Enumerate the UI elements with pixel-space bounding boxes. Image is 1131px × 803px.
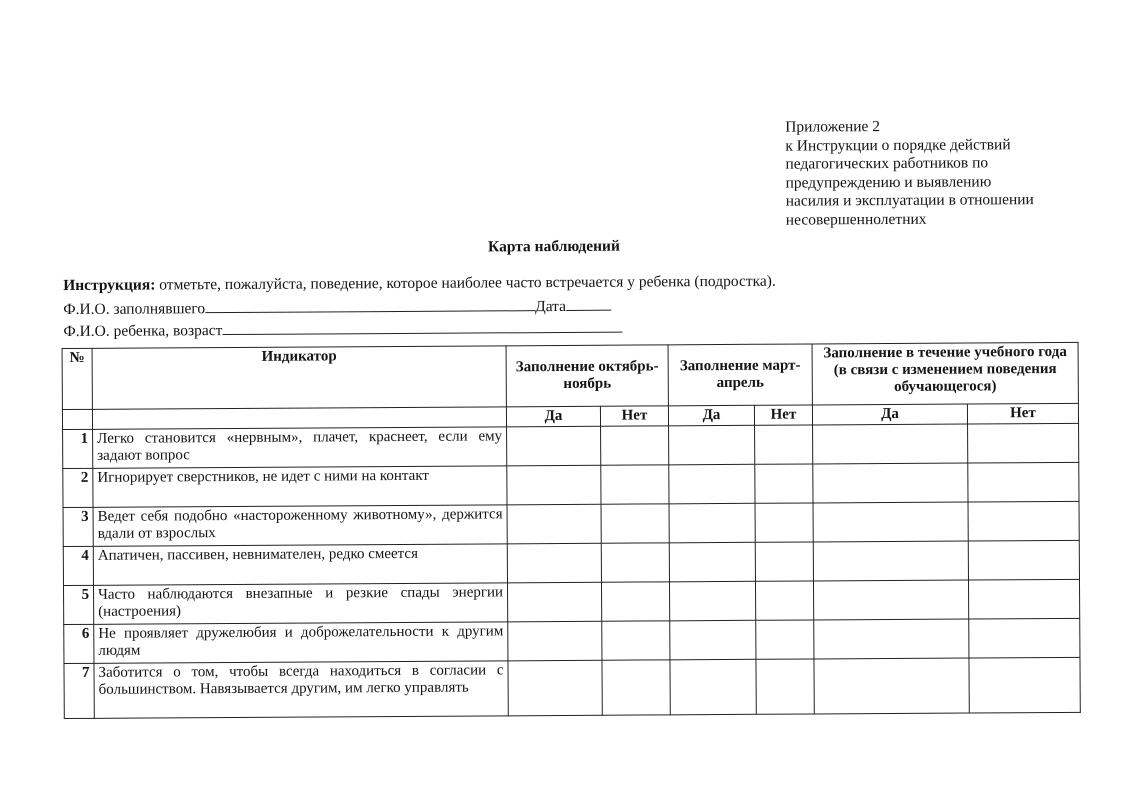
- cell-mar-apr-no[interactable]: [755, 464, 813, 503]
- header-period-mar-apr: Заполнение март- апрель: [668, 344, 812, 406]
- row-indicator: Игнорирует сверстников, не идет с ними на контакт: [93, 466, 507, 508]
- header-period-school-year: Заполнение в течение учебного года (в связи с изменением поведения обучающегося): [812, 342, 1078, 405]
- row-number: 4: [63, 546, 93, 585]
- cell-mar-apr-yes[interactable]: [669, 425, 755, 465]
- cell-oct-nov-yes[interactable]: [507, 465, 601, 505]
- table-row: [64, 657, 1080, 718]
- cell-oct-nov-yes[interactable]: [508, 621, 602, 661]
- instruction-text: [63, 273, 776, 295]
- child-blank[interactable]: [222, 318, 622, 335]
- child-line: [63, 318, 622, 341]
- filler-line: [63, 296, 611, 319]
- row-number: 2: [63, 468, 93, 507]
- header-empty: [62, 409, 92, 429]
- header-num: №: [62, 348, 92, 409]
- appendix-line: к Инструкции о порядке действий: [785, 135, 1011, 155]
- cell-mar-apr-yes[interactable]: [669, 503, 755, 543]
- appendix-line: несовершеннолетних: [785, 210, 927, 229]
- row-number: 7: [64, 663, 94, 718]
- row-number: 5: [64, 585, 94, 624]
- row-indicator: Часто наблюдаются внезапные и резкие спады энергии (настроения): [94, 583, 508, 625]
- row-indicator: Заботится о том, чтобы всегда находиться в согласии с большинством. Навязывается другим, им легко управлять: [94, 661, 508, 719]
- row-number: 1: [63, 429, 93, 468]
- header-yes: Да: [668, 405, 754, 426]
- cell-year-no[interactable]: [969, 657, 1080, 713]
- header-no: Нет: [754, 405, 812, 425]
- header-empty: [92, 407, 506, 430]
- cell-oct-nov-no[interactable]: [601, 465, 669, 504]
- row-indicator: Легко становится «нервным», плачет, краснеет, если ему задают вопрос: [93, 427, 507, 469]
- date-blank[interactable]: [566, 296, 611, 311]
- cell-oct-nov-no[interactable]: [601, 426, 669, 465]
- appendix-note: [785, 117, 1086, 230]
- cell-oct-nov-yes[interactable]: [508, 660, 602, 716]
- filler-label: Ф.И.О. заполнявшего: [63, 300, 206, 319]
- cell-oct-nov-no[interactable]: [601, 504, 669, 543]
- cell-oct-nov-yes[interactable]: [507, 504, 601, 544]
- appendix-line: предупреждению и выявлению: [785, 172, 992, 192]
- table-row: [64, 618, 1080, 663]
- row-indicator: Апатичен, пассивен, невнимателен, редко смеется: [93, 544, 507, 586]
- instruction-body: отметьте, пожалуйста, поведение, которое наиболее часто встречается у ребенка (подростка).: [155, 272, 776, 294]
- appendix-line: Приложение 2: [785, 118, 881, 136]
- row-number: 3: [63, 507, 93, 546]
- cell-oct-nov-no[interactable]: [601, 582, 669, 621]
- cell-year-yes[interactable]: [814, 658, 969, 714]
- page-title: Карта наблюдений: [487, 237, 620, 256]
- header-period-oct-nov: Заполнение октябрь-ноябрь: [506, 345, 668, 407]
- instruction-label: Инструкция:: [63, 276, 156, 295]
- table-row: [63, 462, 1079, 507]
- cell-year-yes[interactable]: [813, 541, 968, 581]
- row-number: 6: [64, 624, 94, 663]
- header-yes: Да: [812, 404, 967, 425]
- table-row: [64, 579, 1080, 624]
- cell-year-no[interactable]: [968, 462, 1079, 502]
- cell-year-no[interactable]: [968, 423, 1079, 463]
- table-row: [63, 501, 1079, 546]
- cell-mar-apr-yes[interactable]: [669, 581, 755, 621]
- cell-mar-apr-yes[interactable]: [670, 659, 756, 715]
- cell-year-no[interactable]: [969, 618, 1080, 658]
- date-label: Дата: [535, 297, 567, 316]
- row-indicator: Не проявляет дружелюбия и доброжелательности к другим людям: [94, 622, 508, 664]
- cell-year-yes[interactable]: [813, 463, 968, 503]
- appendix-line: педагогических работников по: [785, 154, 989, 173]
- row-indicator: Ведет себя подобно «настороженному животному», держится вдали от взрослых: [93, 505, 507, 547]
- cell-year-no[interactable]: [968, 540, 1079, 580]
- cell-year-no[interactable]: [968, 501, 1079, 541]
- cell-year-yes[interactable]: [814, 619, 969, 659]
- cell-mar-apr-yes[interactable]: [670, 620, 756, 660]
- cell-year-yes[interactable]: [813, 580, 968, 620]
- table-row: [63, 423, 1079, 468]
- cell-mar-apr-no[interactable]: [755, 425, 813, 464]
- header-indicator: Индикатор: [92, 346, 506, 410]
- cell-mar-apr-yes[interactable]: [669, 542, 755, 582]
- cell-mar-apr-no[interactable]: [756, 659, 814, 714]
- observation-table: [62, 342, 1081, 719]
- header-yes: Да: [506, 406, 600, 427]
- cell-mar-apr-no[interactable]: [755, 581, 813, 620]
- header-no: Нет: [600, 406, 668, 426]
- cell-oct-nov-yes[interactable]: [507, 582, 601, 622]
- cell-mar-apr-no[interactable]: [755, 503, 813, 542]
- child-label: Ф.И.О. ребенка, возраст: [63, 322, 223, 341]
- cell-oct-nov-no[interactable]: [601, 543, 669, 582]
- header-no: Нет: [967, 403, 1078, 424]
- cell-year-no[interactable]: [968, 579, 1079, 619]
- cell-oct-nov-no[interactable]: [602, 621, 670, 660]
- cell-mar-apr-no[interactable]: [756, 620, 814, 659]
- appendix-line: насилия и эксплуатации в отношении: [785, 191, 1034, 210]
- cell-oct-nov-yes[interactable]: [507, 426, 601, 466]
- cell-oct-nov-yes[interactable]: [507, 543, 601, 583]
- cell-year-yes[interactable]: [813, 424, 968, 464]
- table-row: [63, 540, 1079, 585]
- cell-oct-nov-no[interactable]: [602, 660, 670, 715]
- cell-year-yes[interactable]: [813, 502, 968, 542]
- cell-mar-apr-yes[interactable]: [669, 464, 755, 504]
- filler-blank[interactable]: [205, 296, 535, 313]
- cell-mar-apr-no[interactable]: [755, 542, 813, 581]
